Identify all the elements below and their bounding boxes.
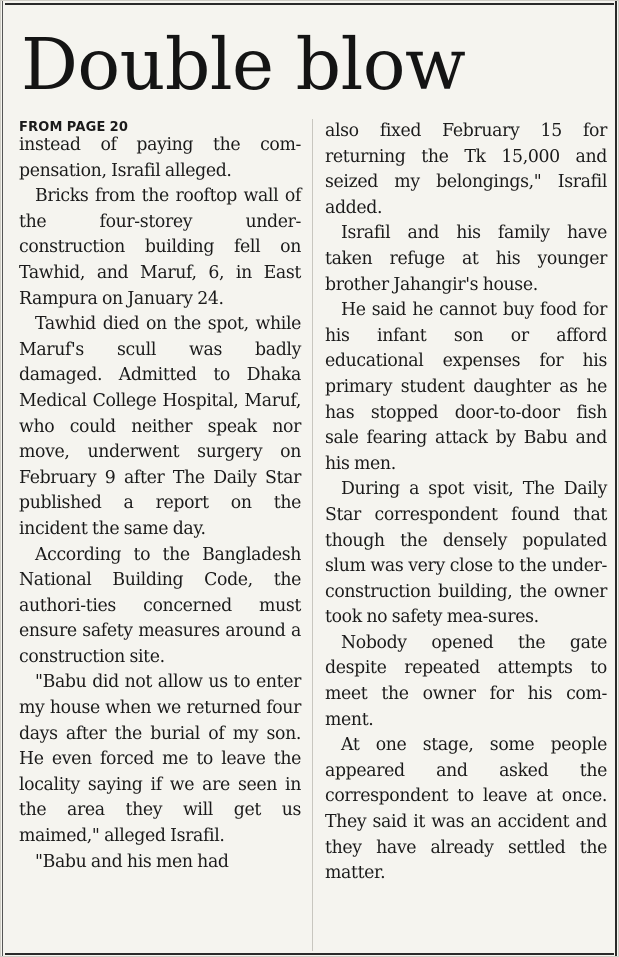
paragraph: According to the Bangladesh National Building Code, the authori-ties concerned must ensure safety measures around a construction site.: [19, 544, 301, 667]
paragraph: Israfil and his family have taken refuge at his younger brother Jahangir's house.: [325, 223, 607, 295]
paragraph: He said he cannot buy food for his infant son or afford educational expenses for his primary student daughter as he has stopped door-to-door fish sale fearing attack by Babu and his men.: [325, 300, 607, 474]
left-border-rule: [2, 1, 3, 956]
continued-from-kicker: FROM PAGE 20: [19, 120, 129, 135]
top-border-rule: [5, 3, 614, 5]
paragraph: also fixed February 15 for returning the Tk 15,000 and seized my belongings," Israfil added.: [325, 121, 607, 218]
paragraph: "Babu and his men had: [35, 851, 229, 872]
paragraph: Nobody opened the gate despite repeated attempts to meet the owner for his com-ment.: [325, 632, 607, 730]
paragraph: Tawhid died on the spot, while Maruf's scull was badly damaged. Admitted to Dhaka Medical College Hospital, Maruf, who could neither speak nor move, underwent surgery on February 9 after The Daily Star published a report on the incident the same day.: [19, 314, 301, 539]
article-column-right: [325, 119, 607, 887]
paragraph: During a spot visit, The Daily Star correspondent found that though the densely populated slum was very close to the under-construction building, the owner took no safety mea-sures.: [325, 479, 607, 628]
paragraph: "Babu did not allow us to enter my house when we returned four days after the burial of my son. He even forced me to leave the locality saying if we are seen in the area they will get us maimed," alleged Israfil.: [19, 672, 301, 847]
right-border-rule: [615, 1, 617, 956]
paragraph: Bricks from the rooftop wall of the four-storey under-construction building fell on Tawhid, and Maruf, 6, in East Rampura on January 24.: [19, 186, 301, 309]
paragraph: instead of paying the com-pensation, Israfil alleged.: [19, 135, 301, 181]
bottom-border-rule: [5, 953, 614, 955]
headline: Double blow: [21, 23, 466, 106]
paragraph: At one stage, some people appeared and asked the correspondent to leave at once. They said it was an accident and they have already settled the matter.: [325, 735, 607, 884]
article-column-left: [19, 119, 301, 875]
column-divider: [312, 119, 313, 951]
